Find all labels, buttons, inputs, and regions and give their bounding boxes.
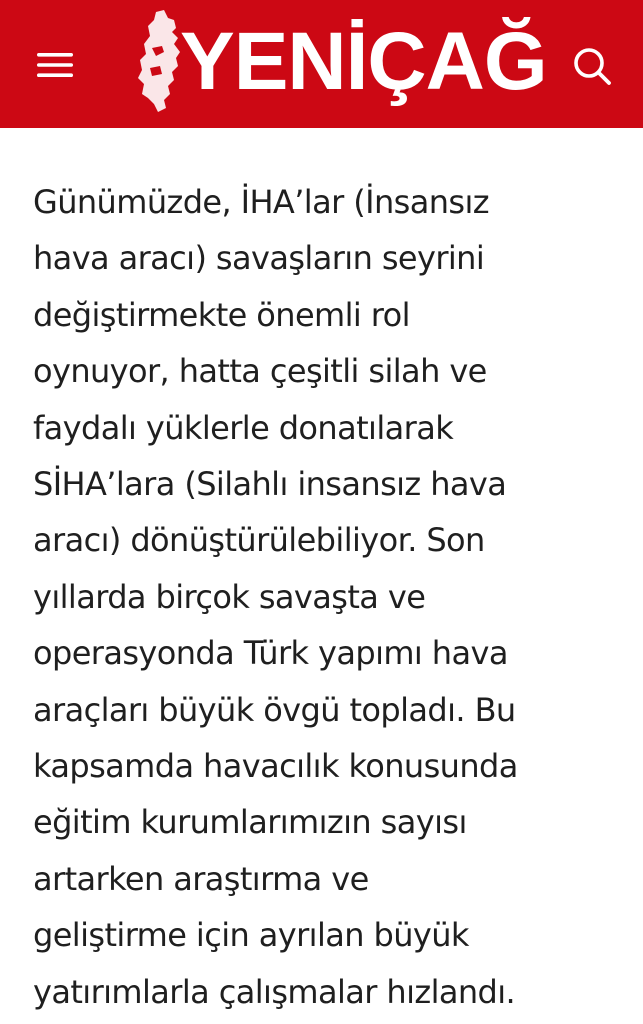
- article-line: kapsamda havacılık konusunda: [33, 747, 518, 786]
- article-line: eğitim kurumlarımızın sayısı: [33, 803, 467, 842]
- hamburger-menu-icon: [34, 48, 78, 82]
- article-line: hava aracı) savaşların seyrini: [33, 239, 485, 278]
- article-line: Günümüzde, İHA’lar (İnsansız: [33, 183, 489, 221]
- article-line: operasyonda Türk yapımı hava: [33, 634, 508, 673]
- article-line: değiştirmekte önemli rol: [33, 295, 410, 334]
- menu-button[interactable]: [34, 48, 78, 82]
- article-line: yatırımlarla çalışmalar hızlandı.: [33, 972, 516, 1011]
- article-paragraph: [33, 174, 633, 1020]
- search-button[interactable]: [570, 44, 614, 88]
- site-header: [0, 0, 643, 128]
- article-line: oynuyor, hatta çeşitli silah ve: [33, 352, 487, 391]
- article-line: geliştirme için ayrılan büyük: [33, 916, 469, 955]
- search-icon: [570, 44, 614, 88]
- site-logo[interactable]: [134, 8, 547, 116]
- article-line: araçları büyük övgü topladı. Bu: [33, 690, 516, 729]
- article-line: SİHA’lara (Silahlı insansız hava: [33, 465, 507, 504]
- logo-wordmark: YENİÇAĞ: [180, 16, 547, 107]
- article-line: yıllarda birçok savaşta ve: [33, 577, 426, 616]
- article-line: artarken araştırma ve: [33, 859, 369, 898]
- article-line: faydalı yüklerle donatılarak: [33, 408, 454, 447]
- article-line: aracı) dönüştürülebiliyor. Son: [33, 521, 485, 560]
